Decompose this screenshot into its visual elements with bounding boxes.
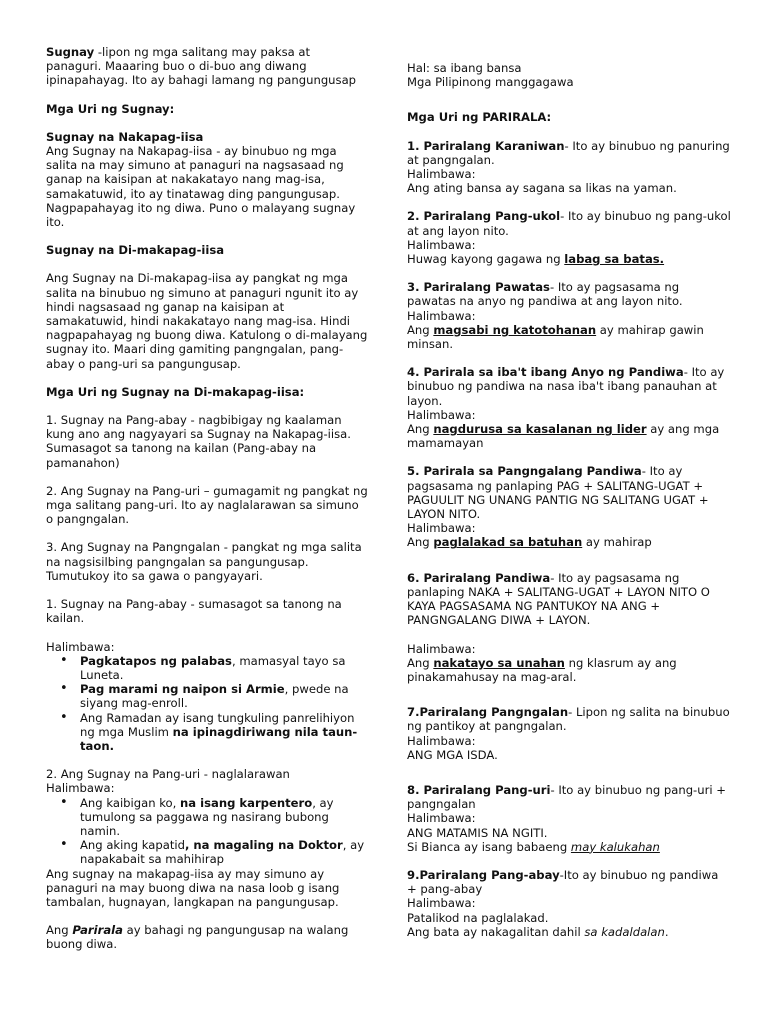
- parirala-term: Parirala: [72, 923, 123, 938]
- parirala-item: 3. Pariralang Pawatas- Ito ay pagsasama ng pawatas na anyo ng pandiwa at ang layon nito.: [407, 280, 683, 309]
- nakapag-iisa-heading: Sugnay na Nakapag-iisa: [46, 129, 204, 144]
- list-item: • Pag marami ng naipon si Armie, pwede na siyang mag-enroll.: [80, 682, 368, 710]
- parirala-item: 7.Pariralang Pangngalan- Lipon ng salita na binubuo ng pantikoy at pangngalan.: [407, 705, 730, 734]
- left-column: [46, 45, 368, 952]
- halimbawa-label: Halimbawa:: [407, 237, 476, 252]
- hal-line: Mga Pilipinong manggagawa: [407, 75, 574, 90]
- halimbawa-label: Halimbawa:: [46, 639, 115, 654]
- hal-line: Hal: sa ibang bansa: [407, 61, 522, 75]
- list-item: • Pagkatapos ng palabas, mamasyal tayo sa Luneta.: [80, 654, 368, 682]
- halimbawa-label: Halimbawa:: [407, 811, 476, 826]
- parirala-item: 8. Pariralang Pang-uri- Ito ay binubuo ng pang-uri + pangngalan: [407, 782, 726, 812]
- halimbawa-label: Halimbawa:: [407, 407, 476, 422]
- example-text: Ang nakatayo sa unahan ng klasrum ay ang pinakamahusay na mag-aral.: [407, 655, 677, 684]
- list-item: 1. Sugnay na Pang-abay - nagbibigay ng kaalaman kung ano ang nagyayari sa Sugnay na Nakapag-iisa. Sumasagot sa tanong na kailan (Pang-abay na pamanahon): [46, 413, 351, 470]
- example-text: Ang paglalakad sa batuhan ay mahirap: [407, 535, 652, 550]
- parirala-item: 9.Pariralang Pang-abay-Ito ay binubuo ng pandiwa + pang-abay: [407, 867, 719, 897]
- halimbawa-label: Halimbawa:: [407, 167, 476, 182]
- example-text: ANG MGA ISDA.: [407, 747, 498, 762]
- list-item: 3. Ang Sugnay na Pangngalan - pangkat ng mga salita na nagsisilbing pangngalan sa pangungusap. Tumutukoy ito sa gawa o pangyayari.: [46, 540, 362, 583]
- list-item: • Ang aking kapatid, na magaling na Doktor, ay napakabait sa mahihirap: [80, 838, 368, 866]
- halimbawa-label: Halimbawa:: [407, 641, 476, 656]
- example-text: Ang magsabi ng katotohanan ay mahirap gawin minsan.: [407, 322, 704, 352]
- di-makapag-iisa-heading: Sugnay na Di-makapag-iisa: [46, 243, 225, 258]
- parirala-item: 6. Pariralang Pandiwa- Ito ay pagsasama ng panlaping NAKA + SALITANG-UGAT + LAYON NITO O KAYA PAGSASAMA NG PANTUKOY NA ANG + PANGNGALANG DIWA + LAYON.: [407, 570, 710, 628]
- sugnay-definition: Sugnay -lipon ng mga salitang may paksa at panaguri. Maaaring buo o di-buo ang diwang ipinapahayag. Ito ay bahagi lamang ng pangungusap: [46, 45, 357, 88]
- parirala-item: 2. Pariralang Pang-ukol- Ito ay binubuo ng pang-ukol at ang layon nito.: [407, 209, 731, 238]
- list-item: • Ang kaibigan ko, na isang karpentero, ay tumulong sa paggawa ng nasirang bubong namin.: [80, 796, 368, 839]
- halimbawa-label: Halimbawa:: [46, 781, 115, 796]
- uri-di-makapag-heading: Mga Uri ng Sugnay na Di-makapag-iisa:: [46, 384, 305, 399]
- halimbawa-label: Halimbawa:: [407, 521, 476, 536]
- example-text: Si Bianca ay isang babaeng may kalukahan: [407, 839, 660, 854]
- list-item: 2. Ang Sugnay na Pang-uri – gumagamit ng pangkat ng mga salitang pang-uri. Ito ay naglalarawan sa simuno o pangngalan.: [46, 483, 368, 527]
- example-text: Huwag kayong gagawa ng labag sa batas.: [407, 252, 665, 267]
- halimbawa-label: Halimbawa:: [407, 733, 476, 748]
- nakapag-iisa-definition: Ang Sugnay na Nakapag-iisa - ay binubuo ng mga salita na may simuno at panaguri na nagsasaad ng ganap na kaisipan at nakakatayo nang mag-isa, samakatuwid, ito ay tinatawag ding pangungusap. Nagpapahayag ito ng diwa. Puno o malayang sugnay ito.: [46, 144, 356, 230]
- uri-sugnay-heading: Mga Uri ng Sugnay:: [46, 101, 175, 116]
- parirala-definition: Ang Parirala ay bahagi ng pangungusap na walang buong diwa.: [46, 923, 349, 952]
- pang-uri-subheading: 2. Ang Sugnay na Pang-uri - naglalarawan: [46, 767, 290, 782]
- summary-paragraph: Ang sugnay na makapag-iisa ay may simuno ay panaguri na may buong diwa na nasa loob g isang tambalan, hugnayan, langkapan na pangungusap.: [46, 866, 340, 909]
- parirala-item: 1. Pariralang Karaniwan- Ito ay binubuo ng panuring at pangngalan.: [407, 138, 730, 167]
- pang-abay-examples: [46, 654, 368, 753]
- halimbawa-label: Halimbawa:: [407, 896, 476, 911]
- right-column: [407, 61, 731, 939]
- parirala-item: 5. Parirala sa Pangngalang Pandiwa- Ito ay pagsasama ng panlaping PAG + SALITANG-UGAT + PAGUULIT NG UNANG PANTIG NG SALITANG UGAT + LAYON NITO.: [407, 464, 709, 522]
- example-text: Ang nagdurusa sa kasalanan ng lider ay ang mga mamamayan: [407, 422, 720, 451]
- pang-uri-examples: [46, 796, 368, 867]
- sugnay-term: Sugnay: [46, 45, 95, 59]
- uri-parirala-heading: Mga Uri ng PARIRALA:: [407, 110, 552, 125]
- example-text: Patalikod na paglalakad.: [407, 910, 549, 925]
- list-item: • Ang Ramadan ay isang tungkuling panrelihiyon ng mga Muslim na ipinagdiriwang nila taun-taon.: [80, 711, 368, 754]
- example-text: ANG MATAMIS NA NGITI.: [407, 825, 548, 840]
- example-text: Ang ating bansa ay sagana sa likas na yaman.: [407, 181, 677, 196]
- example-text: Ang bata ay nakagalitan dahil sa kadaldalan.: [407, 924, 669, 939]
- halimbawa-label: Halimbawa:: [407, 308, 476, 323]
- parirala-item: 4. Parirala sa iba't ibang Anyo ng Pandiwa- Ito ay binubuo ng pandiwa na nasa iba't ibang panauhan at layon.: [407, 365, 725, 408]
- di-makapag-iisa-definition: Ang Sugnay na Di-makapag-iisa ay pangkat ng mga salita na binubuo ng simuno at panaguri ngunit ito ay hindi nagsasaad ng ganap na kaisipan at samakatuwid, hindi nakakatayo nang mag-isa. Hindi nagpapahayag ng buong diwa. Katulong o di-malayang sugnay ito. Maari ding gamiting pangngalan, pang-abay o pang-uri sa pangungusap.: [46, 271, 368, 371]
- pang-abay-subheading: 1. Sugnay na Pang-abay - sumasagot sa tanong na kailan.: [46, 597, 342, 626]
